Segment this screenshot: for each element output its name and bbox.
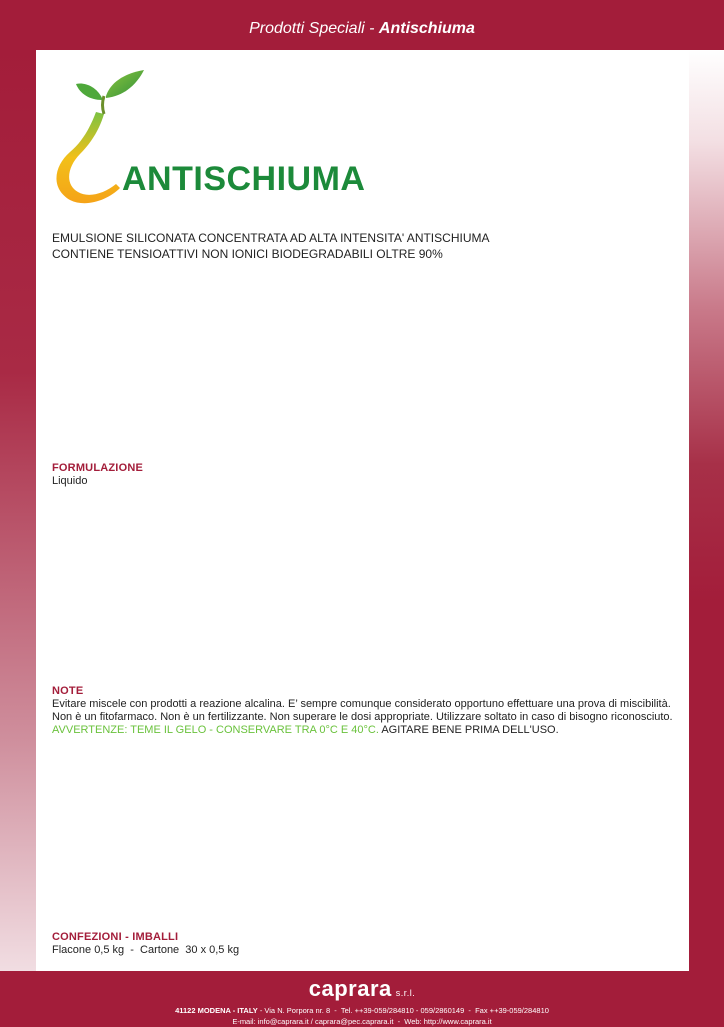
page-header [0, 0, 724, 50]
confezioni-section [52, 931, 239, 957]
right-decor-strip [689, 50, 724, 971]
logo-wordmark: ANTISCHIUMA [122, 160, 366, 198]
formulazione-section [52, 462, 143, 488]
note-title: NOTE [52, 685, 84, 697]
description-line-1: EMULSIONE SILICONATA CONCENTRATA AD ALTA INTENSITA' ANTISCHIUMA [52, 231, 490, 245]
product-description [52, 230, 489, 262]
brand-suffix: s.r.l. [395, 988, 416, 998]
confezioni-value: Flacone 0,5 kg - Cartone 30 x 0,5 kg [52, 944, 240, 956]
page-footer [0, 971, 724, 1024]
note-shake: AGITARE BENE PRIMA DELL'USO. [378, 724, 559, 736]
note-section [52, 685, 673, 737]
confezioni-title: CONFEZIONI - IMBALLI [52, 931, 179, 943]
brand-name [0, 977, 724, 1005]
note-line-1: Evitare miscele con prodotti a reazione alcalina. E’ sempre comunque considerato opportuno effettuare una prova di miscibilità. [52, 698, 671, 710]
header-product: Antischiuma [378, 20, 475, 37]
brand-wordmark: caprara [308, 976, 392, 1001]
header-category: Prodotti Speciali - [249, 20, 379, 37]
document-sheet [36, 50, 689, 971]
product-logo [52, 68, 366, 208]
formulazione-title: FORMULAZIONE [52, 462, 144, 474]
footer-address: - Via N. Porpora nr. 8 - Tel. ++39-059/284810 - 059/2860149 - Fax ++39-059/284810 [257, 1006, 549, 1015]
note-warning: AVVERTENZE: TEME IL GELO - CONSERVARE TRA 0°C E 40°C. [52, 724, 379, 736]
left-decor-strip [0, 50, 36, 971]
footer-contacts: E-mail: info@caprara.it / caprara@pec.caprara.it - Web: http://www.caprara.it [232, 1017, 492, 1026]
note-line-3 [52, 724, 673, 737]
formulazione-value: Liquido [52, 475, 88, 487]
note-line-2: Non è un fitofarmaco. Non è un fertilizzante. Non superare le dosi appropriate. Utilizzare soltato in caso di bisogno riconosciuto. [52, 711, 673, 723]
footer-city: 41122 MODENA - ITALY [175, 1006, 258, 1015]
description-line-2: CONTIENE TENSIOATTIVI NON IONICI BIODEGRADABILI OLTRE 90% [52, 247, 443, 261]
footer-address-line [0, 1005, 724, 1016]
